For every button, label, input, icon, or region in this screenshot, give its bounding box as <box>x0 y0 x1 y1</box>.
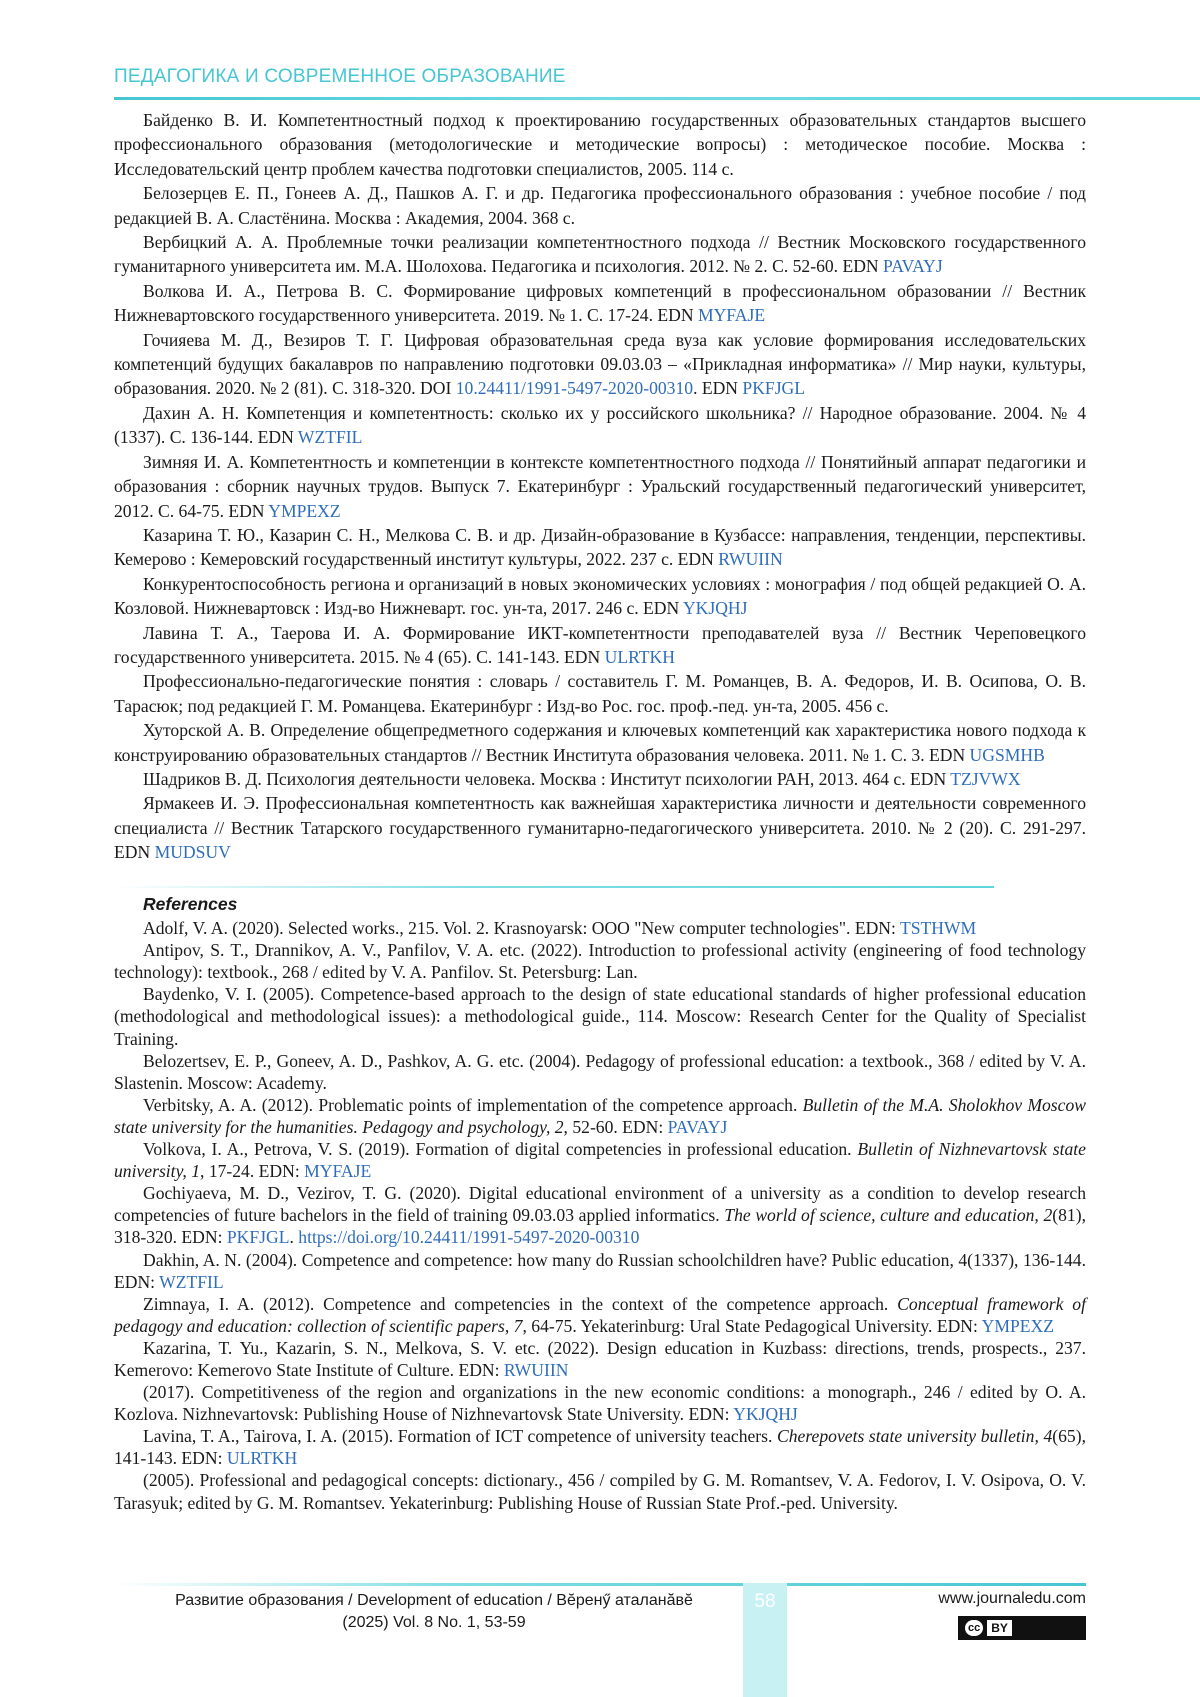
reference-item <box>114 917 1086 939</box>
reference-item <box>114 572 1086 621</box>
reference-text: Волкова И. А., Петрова В. С. Формирование цифровых компетенций в профессиональном образовании // Вестник Нижневартовского государственного университета. 2019. № 1. С. 17-24. EDN <box>114 280 1086 326</box>
edn-link[interactable]: ULRTKH <box>604 646 675 667</box>
reference-text: Adolf, V. A. (2020). Selected works., 215. Vol. 2. Krasnoyarsk: OOO "New computer technologies". EDN: <box>143 918 900 939</box>
reference-text: (65), 141-143. EDN: <box>114 1426 1086 1469</box>
edn-link[interactable]: WZTFIL <box>159 1271 224 1292</box>
footer-website-link[interactable]: www.journaledu.com <box>938 1590 1086 1607</box>
reference-text: Гочияева М. Д., Везиров Т. Г. Цифровая образовательная среда вуза как условие формирования исследовательских компетенций будущих бакалавров по направлению подготовки 09.03.03 – «Прикладная информатика» // Мир науки, культуры, образования. 2020. № 2 (81). С. 318-320. DOI <box>114 329 1086 399</box>
reference-item <box>114 1337 1086 1381</box>
edn-link[interactable]: PAVAYJ <box>667 1116 728 1137</box>
edn-link[interactable]: YMPEXZ <box>268 500 341 521</box>
reference-text: , 52-60. EDN: <box>563 1116 668 1137</box>
reference-item <box>114 279 1086 328</box>
reference-text: (81), 318-320. EDN: <box>114 1205 1086 1248</box>
reference-text: Лавина Т. А., Таерова И. А. Формирование ИКТ-компетентности преподавателей вуза // Вестник Череповецкого государственного университета. 2015. № 4 (65). С. 141-143. EDN <box>114 622 1086 667</box>
reference-text: Конкурентоспособность региона и организаций в новых экономических условиях : монография / под общей редакцией О. А. Козловой. Нижневартовск : Изд-во Нижневарт. гос. ун-та, 2017. 246 с. EDN <box>114 573 1086 619</box>
edn-link[interactable]: PKFJGL <box>226 1227 290 1248</box>
doi-link[interactable]: https://doi.org/10.24411/1991-5497-2020-00310 <box>298 1227 640 1248</box>
references-ru-list <box>114 108 1086 865</box>
edn-link[interactable]: RWUIIN <box>718 549 783 570</box>
reference-text: Antipov, S. T., Drannikov, A. V., Panfilov, V. A. etc. (2022). Introduction to professional activity (engineering of food technology technology): textbook., 268 / edited by V. A. Panfilov. St. Petersburg: Lan. <box>114 940 1086 983</box>
reference-text: Dakhin, A. N. (2004). Competence and competence: how many do Russian schoolchildren have? Public education, 4(1337), 136-144. EDN: <box>114 1249 1086 1292</box>
reference-item <box>114 939 1086 983</box>
reference-item <box>114 718 1086 767</box>
reference-item <box>114 450 1086 523</box>
reference-item <box>114 983 1086 1049</box>
reference-text: Шадриков В. Д. Психология деятельности человека. Москва : Институт психологии РАН, 2013. 464 с. EDN <box>143 768 951 789</box>
reference-item <box>114 328 1086 401</box>
edn-link[interactable]: PKFJGL <box>742 378 805 399</box>
reference-text: Verbitsky, A. A. (2012). Problematic points of implementation of the competence approach. <box>143 1094 803 1115</box>
edn-link[interactable]: UGSMHB <box>969 744 1045 765</box>
reference-item <box>114 1050 1086 1094</box>
reference-item <box>114 791 1086 864</box>
reference-item <box>114 523 1086 572</box>
reference-text: (2005). Professional and pedagogical concepts: dictionary., 456 / compiled by G. M. Romantsev, V. A. Fedorov, I. V. Osipova, O. V. Tarasyuk; edited by G. M. Romantsev. Yekaterinburg: Publishing House of Russian State Prof.-ped. University. <box>114 1470 1086 1513</box>
edn-link[interactable]: MYFAJE <box>697 305 766 326</box>
reference-text: Вербицкий А. А. Проблемные точки реализации компетентностного подхода // Вестник Московского государственного гуманитарного университета им. М.А. Шолохова. Педагогика и психология. 2012. № 2. С. 52-60. EDN <box>114 232 1086 277</box>
reference-item <box>114 1249 1086 1293</box>
reference-item <box>114 1138 1086 1182</box>
doi-link[interactable]: 10.24411/1991-5497-2020-00310 <box>455 378 694 399</box>
reference-source-title: Cherepovets state university bulletin, 4 <box>777 1426 1053 1447</box>
edn-link[interactable]: WZTFIL <box>297 427 363 448</box>
footer-divider <box>114 1583 1086 1586</box>
reference-item <box>114 1293 1086 1337</box>
reference-text: Baydenko, V. I. (2005). Competence-based approach to the design of state educational standards of higher professional education (methodological and methodological issues): a methodological guide., 114. Moscow: Research Center for the Quality of Specialist Training. <box>114 984 1086 1049</box>
reference-text: , 64-75. Yekaterinburg: Ural State Pedagogical University. EDN: <box>522 1315 982 1336</box>
edn-link[interactable]: ULRTKH <box>226 1448 298 1469</box>
reference-item <box>114 1381 1086 1425</box>
reference-text: Байденко В. И. Компетентностный подход к проектированию государственных образовательных стандартов высшего профессионального образования (методологические и методические вопросы) : методическое пособие. Москва : Исследовательский центр проблем качества подготовки специалистов, 2005. 114 с. <box>114 110 1086 179</box>
reference-text: Volkova, I. A., Petrova, V. S. (2019). Formation of digital competencies in professional education. <box>143 1139 858 1160</box>
reference-item <box>114 181 1086 230</box>
reference-text: , 17-24. EDN: <box>200 1161 305 1182</box>
reference-text: . <box>289 1227 299 1248</box>
reference-item <box>114 1094 1086 1138</box>
reference-item <box>114 621 1086 670</box>
footer-journal-info <box>134 1590 734 1634</box>
reference-source-title: Bulletin of Nizhnevartovsk state university, 1 <box>114 1139 1086 1182</box>
header-divider <box>114 97 1200 100</box>
reference-text: Belozertsev, E. P., Goneev, A. D., Pashkov, A. G. etc. (2004). Pedagogy of professional education: a textbook., 368 / edited by V. A. Slastenin. Moscow: Academy. <box>114 1050 1086 1093</box>
reference-text: Ярмакеев И. Э. Профессиональная компетентность как важнейшая характеристика личности и деятельности современного специалиста // Вестник Татарского государственного гуманитарно-педагогического университета. 2010. № 2 (20). С. 291-297. EDN <box>114 793 1086 863</box>
edn-link[interactable]: PAVAYJ <box>883 256 943 277</box>
reference-source-title: Conceptual framework of pedagogy and education: collection of scientific papers, 7 <box>114 1293 1086 1336</box>
reference-text: Gochiyaeva, M. D., Vezirov, T. G. (2020). Digital educational environment of a university as a condition to develop research competencies of future bachelors in the field of training 09.03.03 applied informatics. <box>114 1183 1086 1226</box>
edn-link[interactable]: RWUIIN <box>503 1359 569 1380</box>
footer-journal-name: Развитие образования / Development of education / Вĕренӳ аталанӑвĕ <box>175 1592 693 1609</box>
reference-text: Хуторской А. В. Определение общепредметного содержания и ключевых компетенций как характеристика нового подхода к конструированию образовательных стандартов // Вестник Института образования человека. 2011. № 1. С. 3. EDN <box>114 720 1086 765</box>
edn-link[interactable]: MUDSUV <box>154 842 231 863</box>
edn-link[interactable]: TZJVWX <box>950 768 1021 789</box>
edn-link[interactable]: MYFAJE <box>304 1161 372 1182</box>
reference-item <box>114 108 1086 181</box>
reference-text: Zimnaya, I. A. (2012). Competence and competencies in the context of the competence approach. <box>143 1293 898 1314</box>
reference-text: Дахин А. Н. Компетенция и компетентность: сколько их у российского школьника? // Народное образование. 2004. № 4 (1337). С. 136-144. EDN <box>114 402 1086 448</box>
reference-item <box>114 1469 1086 1513</box>
reference-item <box>114 1425 1086 1469</box>
reference-text: Профессионально-педагогические понятия : словарь / составитель Г. М. Романцев, В. А. Федоров, И. В. Осипова, О. В. Тарасюк; под редакцией Г. М. Романцева. Екатеринбург : Изд-во Рос. гос. проф.-пед. ун-та, 2005. 456 с. <box>114 671 1086 716</box>
reference-text: (2017). Competitiveness of the region and organizations in the new economic conditions: a monograph., 246 / edited by O. A. Kozlova. Nizhnevartovsk: Publishing House of Nizhnevartovsk State University. EDN: <box>114 1382 1086 1425</box>
reference-item <box>114 401 1086 450</box>
reference-text: Зимняя И. А. Компетентность и компетенции в контексте компетентностного подхода // Понятийный аппарат педагогики и образования : сборник научных трудов. Выпуск 7. Екатеринбург : Уральский государственный педагогический университет, 2012. С. 64-75. EDN <box>114 451 1086 521</box>
cc-icon: cc <box>965 1620 983 1636</box>
section-divider <box>114 886 994 888</box>
reference-text: . EDN <box>693 378 743 399</box>
reference-source-title: Bulletin of the M.A. Sholokhov Moscow state university for the humanities. Pedagogy and psychology, 2 <box>114 1094 1086 1137</box>
reference-text: Lavina, T. A., Tairova, I. A. (2015). Formation of ICT competence of university teachers. <box>143 1426 778 1447</box>
reference-item <box>114 669 1086 718</box>
journal-section-title: ПЕДАГОГИКА И СОВРЕМЕННОЕ ОБРАЗОВАНИЕ <box>114 66 566 87</box>
reference-item <box>114 767 1086 791</box>
footer-journal-issue: (2025) Vol. 8 No. 1, 53-59 <box>342 1614 526 1631</box>
references-en-section <box>114 893 1086 1514</box>
reference-text: Казарина Т. Ю., Казарин С. Н., Мелкова С. В. и др. Дизайн-образование в Кузбассе: направления, тенденции, перспективы. Кемерово : Кемеровский государственный институт культуры, 2022. 237 с. EDN <box>114 524 1086 570</box>
references-en-list <box>114 917 1086 1514</box>
reference-text: Белозерцев Е. П., Гонеев А. Д., Пашков А. Г. и др. Педагогика профессионального образования : учебное пособие / под редакцией В. А. Сластёнина. Москва : Академия, 2004. 368 с. <box>114 183 1086 228</box>
edn-link[interactable]: YKJQHJ <box>682 598 748 619</box>
reference-item <box>114 230 1086 279</box>
by-icon: BY <box>987 1620 1012 1636</box>
page-number: 58 <box>754 1591 776 1612</box>
references-heading: References <box>143 894 238 914</box>
edn-link[interactable]: TSTHWM <box>899 918 977 939</box>
reference-text: Kazarina, T. Yu., Kazarin, S. N., Melkova, S. V. etc. (2022). Design education in Kuzbass: directions, trends, prospects., 237. Kemerovo: Kemerovo State Institute of Culture. EDN: <box>114 1337 1086 1380</box>
cc-by-license-badge[interactable] <box>958 1616 1086 1640</box>
reference-source-title: The world of science, culture and education, 2 <box>724 1205 1053 1226</box>
edn-link[interactable]: YMPEXZ <box>981 1315 1054 1336</box>
edn-link[interactable]: YKJQHJ <box>733 1404 798 1425</box>
reference-item <box>114 1182 1086 1248</box>
